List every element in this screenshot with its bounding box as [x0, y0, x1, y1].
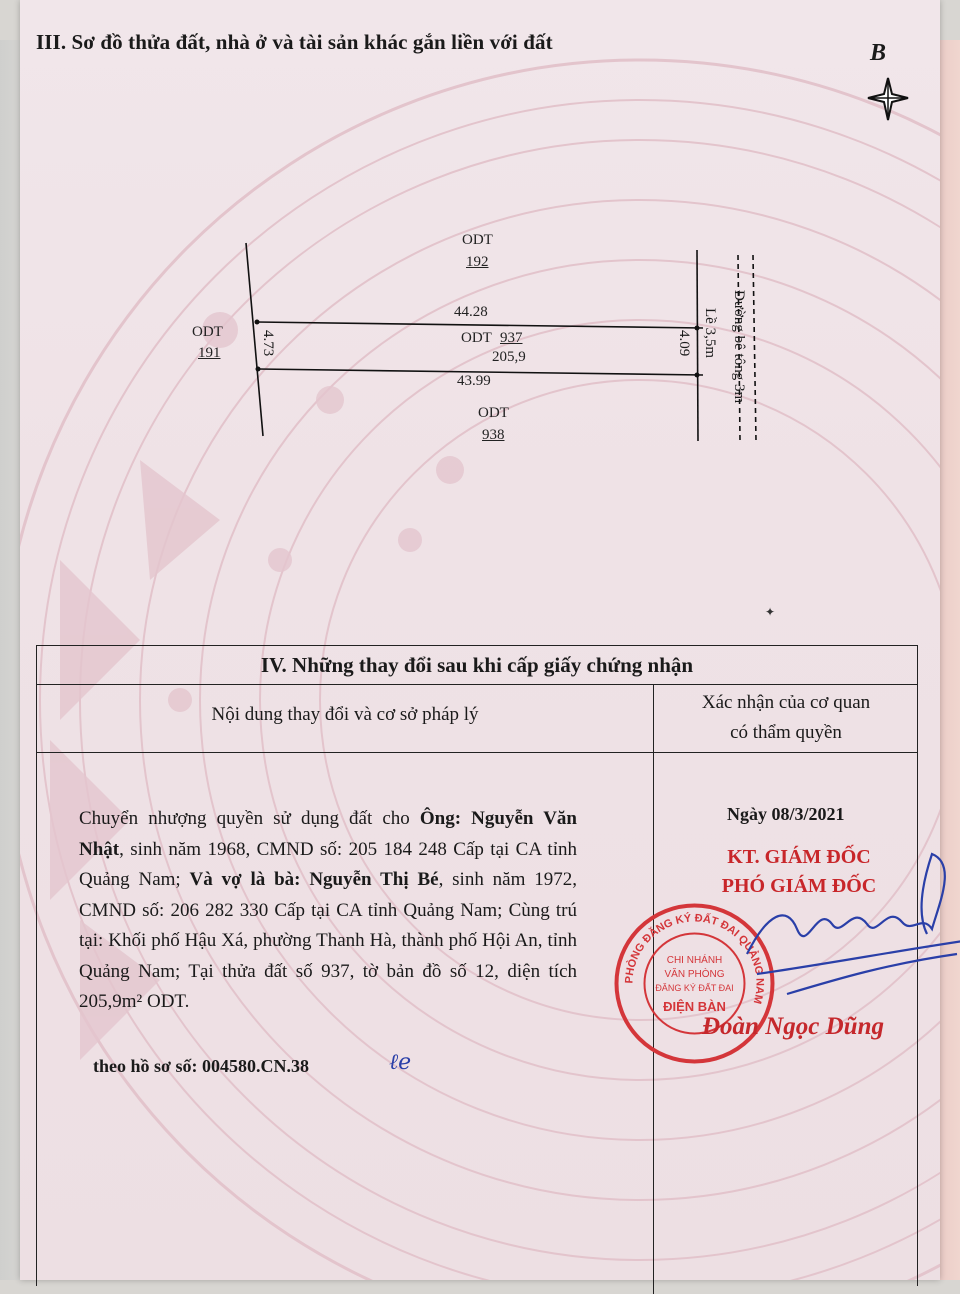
col-right-header-line1: Xác nhận của cơ quan [701, 692, 871, 713]
signer-title-line1: KT. GIÁM ĐỐC [727, 846, 871, 868]
ink-mark: ✦ [765, 605, 776, 619]
parcel-938-code: ODT [478, 405, 509, 421]
parcel-plan [20, 0, 940, 500]
road-label: Đường bê tông 3m [731, 290, 747, 404]
parcel-937-code: ODT [461, 330, 492, 346]
section4-title: IV. Những thay đổi sau khi cấp giấy chứng nhận [37, 646, 917, 685]
stamp-line2: VĂN PHÒNG [664, 969, 725, 980]
top-edge-length: 44.28 [454, 304, 488, 320]
confirm-date: Ngày 08/3/2021 [727, 804, 845, 824]
bottom-edge-length: 43.99 [457, 373, 491, 389]
right-edge-width: 4.09 [676, 330, 692, 357]
stamp-line1: CHI NHÁNH [666, 955, 723, 966]
signer-title-line2: PHÓ GIÁM ĐỐC [721, 875, 877, 897]
section3-title: III. Sơ đồ thửa đất, nhà ở và tài sản khác gắn liền với đất [36, 30, 553, 54]
col-right-header [655, 688, 917, 748]
content-vo: Và vợ là bà: [189, 869, 301, 890]
parcel-191-number: 191 [198, 345, 221, 361]
stamp-line3: ĐĂNG KÝ ĐẤT ĐAI [655, 983, 734, 993]
content-name1: Nguyễn Văn Nhật [79, 808, 577, 860]
content-part1: Chuyển nhượng quyền sử dụng đất cho [79, 808, 420, 829]
parcel-192-number: 192 [466, 254, 489, 270]
parcel-937-area: 205,9 [492, 349, 526, 365]
changes-table [36, 645, 918, 1286]
content-ong: Ông: [419, 808, 462, 829]
dossier-number: theo hồ sơ số: 004580.CN.38 [93, 1056, 309, 1076]
col-right-header-line2: có thẩm quyền [730, 722, 842, 743]
certificate-page [20, 0, 940, 1280]
signer-name: Đoàn Ngọc Dũng [702, 1013, 884, 1040]
stamp-ring-text: PHÒNG ĐĂNG KÝ ĐẤT ĐAI QUẢNG NAM [623, 912, 766, 1006]
parcel-937-number: 937 [500, 330, 523, 346]
table-header-row [37, 684, 917, 753]
north-letter: B [870, 40, 887, 66]
col-left-header: Nội dung thay đổi và cơ sở pháp lý [211, 704, 479, 725]
content-name2: Nguyễn Thị Bé [309, 869, 439, 890]
parcel-191-code: ODT [192, 324, 223, 340]
sidewalk-label: Lề 3,5m [702, 308, 718, 358]
change-content [79, 804, 577, 1018]
handwritten-signature [727, 844, 960, 1014]
dossier-initial: ℓe [389, 1050, 412, 1075]
stamp-line4: ĐIỆN BÀN [663, 999, 726, 1014]
left-edge-width: 4.73 [260, 330, 276, 357]
parcel-938-number: 938 [482, 427, 505, 443]
parcel-192-code: ODT [462, 232, 493, 248]
content-part3: , sinh năm 1972, CMND số: 206 282 330 Cấp tại CA tỉnh Quảng Nam; Cùng trú tại: Khối phố Hậu Xá, phường Thanh Hà, thành phố Hội An, tỉnh Quảng Nam; Tại thửa đất số 937, tờ bản đồ số 12, diện tích 205,9m² ODT. [79, 869, 577, 1012]
content-part2: , sinh năm 1968, CMND số: 205 184 248 Cấp tại CA tỉnh Quảng Nam; [79, 838, 577, 890]
